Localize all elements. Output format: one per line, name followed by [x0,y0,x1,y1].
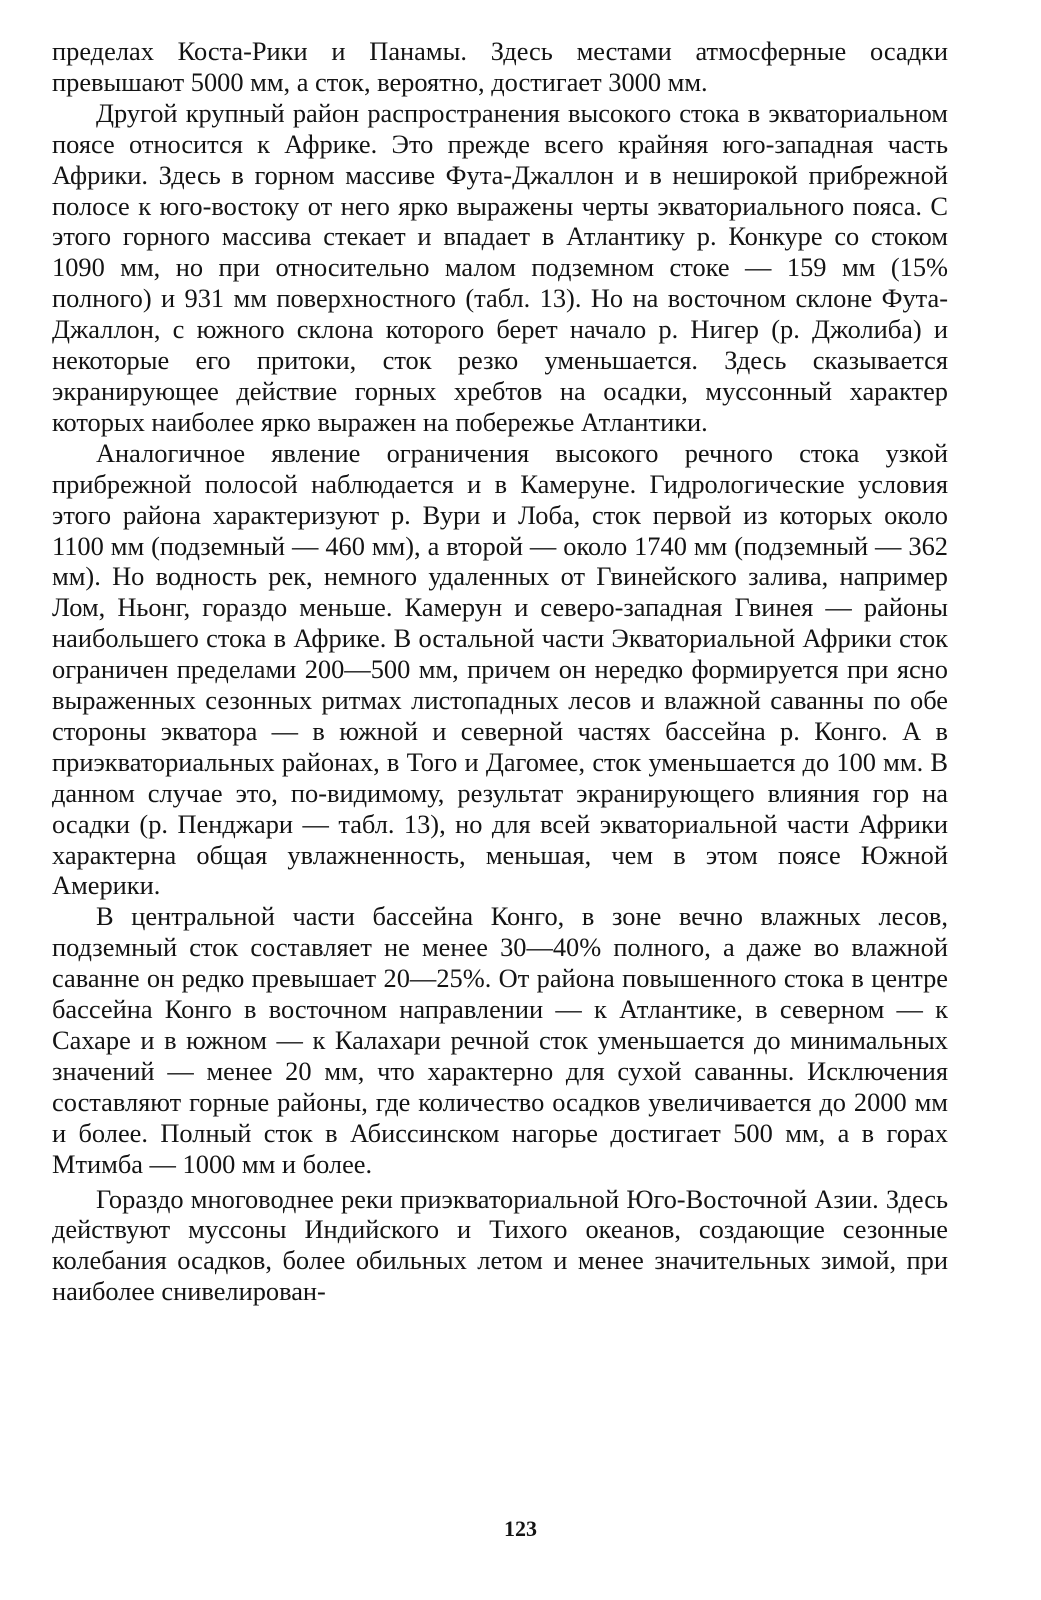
paragraph-3: Аналогичное явление ограничения высокого речного стока узкой прибрежной полосой наблюдается и в Камеруне. Гидрологические условия этого района характеризуют р. Вури и Лоба, сток первой из которых около 1100 мм (подземный — 460 мм), а второй — около 1740 мм (подземный — 362 мм). Но водность рек, немного удаленных от Гвинейского залива, например Лом, Ньонг, гораздо меньше. Камерун и северо-западная Гвинея — районы наибольшего стока в Африке. В остальной части Экваториальной Африки сток ограничен пределами 200—500 мм, причем он нередко формируется при ясно выраженных сезонных ритмах листопадных лесов и влажной саванны по обе стороны экватора — в южной и северной частях бассейна р. Конго. А в приэкваториальных районах, в Того и Дагомее, сток уменьшается до 100 мм. В данном случае это, по-видимому, результат экранирующего влияния гор на осадки (р. Пенджари — табл. 13), но для всей экваториальной части Африки характерна общая увлажненность, меньшая, чем в этом поясе Южной Америки. [52,437,948,901]
page-number: 123 [504,1516,537,1541]
paragraph-1: пределах Коста-Рики и Панамы. Здесь местами атмосферные осадки превышают 5000 мм, а сток, вероятно, достигает 3000 мм. [52,36,948,97]
page-body [52,36,948,1307]
paragraph-5: Гораздо многоводнее реки приэкваториальной Юго-Восточной Азии. Здесь действуют муссоны Индийского и Тихого океанов, создающие сезонные колебания осадков, более обильных летом и менее значительных зимой, при наиболее снивелирован- [52,1183,948,1307]
paragraph-4: В центральной части бассейна Конго, в зоне вечно влажных лесов, подземный сток составляет не менее 30—40% полного, а даже во влажной саванне он редко превышает 20—25%. От района повышенного стока в центре бассейна Конго в восточном направлении — к Атлантике, в северном — к Сахаре и в южном — к Калахари речной сток уменьшается до минимальных значений — менее 20 мм, что характерно для сухой саванны. Исключения составляют горные районы, где количество осадков увеличивается до 2000 мм и более. Полный сток в Абиссинском нагорье достигает 500 мм, а в горах Мтимба — 1000 мм и более. [52,901,948,1179]
paragraph-2: Другой крупный район распространения высокого стока в экваториальном поясе относится к Африке. Это прежде всего крайняя юго-западная часть Африки. Здесь в горном массиве Фута-Джаллон и в неширокой прибрежной полосе к юго-востоку от него ярко выражены черты экваториального пояса. С этого горного массива стекает и впадает в Атлантику р. Конкуре со стоком 1090 мм, но при относительно малом подземном стоке — 159 мм (15% полного) и 931 мм поверхностного (табл. 13). Но на восточном склоне Фута-Джаллон, с южного склона которого берет начало р. Нигер (р. Джолиба) и некоторые его притоки, сток резко уменьшается. Здесь сказывается экранирующее действие горных хребтов на осадки, муссонный характер которых наиболее ярко выражен на побережье Атлантики. [52,97,948,437]
